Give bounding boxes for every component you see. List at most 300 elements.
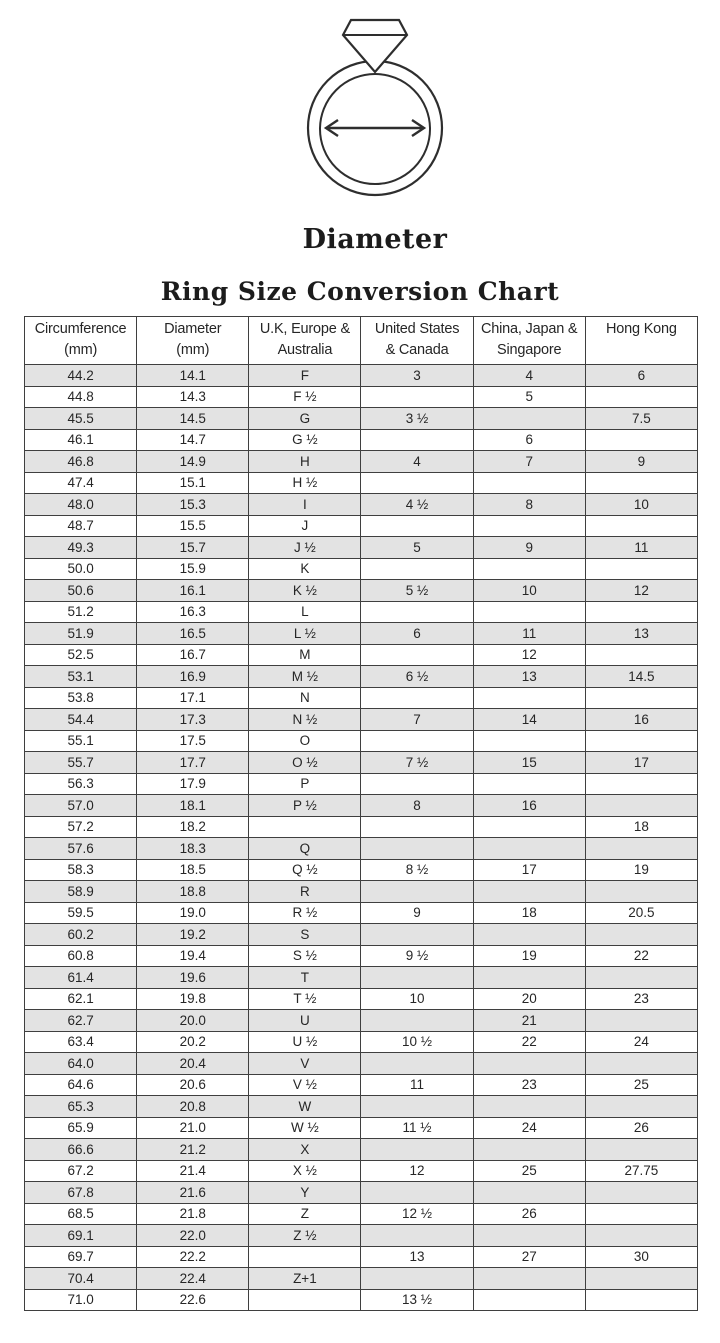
table-cell: R ½ bbox=[249, 902, 361, 924]
table-cell: 5 bbox=[361, 537, 473, 559]
table-header bbox=[25, 317, 698, 365]
table-cell: 52.5 bbox=[25, 644, 137, 666]
table-cell: 26 bbox=[585, 1117, 697, 1139]
table-row bbox=[25, 666, 698, 688]
table-cell bbox=[361, 1096, 473, 1118]
diameter-label: Diameter bbox=[302, 224, 448, 255]
column-header: Diameter (mm) bbox=[137, 317, 249, 365]
table-cell bbox=[473, 1139, 585, 1161]
table-cell: 14.7 bbox=[137, 429, 249, 451]
table-cell: M bbox=[249, 644, 361, 666]
table-cell bbox=[249, 816, 361, 838]
table-cell: G bbox=[249, 408, 361, 430]
table-cell: 27.75 bbox=[585, 1160, 697, 1182]
table-cell: L bbox=[249, 601, 361, 623]
table-cell: W bbox=[249, 1096, 361, 1118]
table-row bbox=[25, 988, 698, 1010]
table-cell: 18.3 bbox=[137, 838, 249, 860]
table-cell: 14.3 bbox=[137, 386, 249, 408]
table-cell: 13 bbox=[473, 666, 585, 688]
table-row bbox=[25, 601, 698, 623]
table-cell: 69.7 bbox=[25, 1246, 137, 1268]
table-cell bbox=[585, 773, 697, 795]
table-cell: 48.0 bbox=[25, 494, 137, 516]
table-row bbox=[25, 1010, 698, 1032]
ring-diameter-diagram-icon bbox=[270, 14, 480, 210]
table-cell: 14.5 bbox=[137, 408, 249, 430]
table-cell: F bbox=[249, 365, 361, 387]
table-cell: 10 ½ bbox=[361, 1031, 473, 1053]
table-cell: 18 bbox=[473, 902, 585, 924]
table-cell bbox=[585, 1139, 697, 1161]
table-cell bbox=[585, 558, 697, 580]
table-cell: 20.6 bbox=[137, 1074, 249, 1096]
table-cell: 69.1 bbox=[25, 1225, 137, 1247]
table-row bbox=[25, 494, 698, 516]
table-cell bbox=[361, 967, 473, 989]
column-header: Circumference (mm) bbox=[25, 317, 137, 365]
table-cell: 16.5 bbox=[137, 623, 249, 645]
column-header: Hong Kong bbox=[585, 317, 697, 365]
table-cell: 8 bbox=[473, 494, 585, 516]
table-cell: U bbox=[249, 1010, 361, 1032]
table-cell: 59.5 bbox=[25, 902, 137, 924]
table-cell: 11 bbox=[361, 1074, 473, 1096]
table-row bbox=[25, 687, 698, 709]
table-cell: 19.6 bbox=[137, 967, 249, 989]
table-cell bbox=[473, 924, 585, 946]
table-cell: F ½ bbox=[249, 386, 361, 408]
table-cell bbox=[585, 1182, 697, 1204]
table-cell bbox=[473, 838, 585, 860]
table-cell: 20.2 bbox=[137, 1031, 249, 1053]
table-cell bbox=[585, 687, 697, 709]
table-cell: 26 bbox=[473, 1203, 585, 1225]
table-cell: 46.1 bbox=[25, 429, 137, 451]
table-row bbox=[25, 365, 698, 387]
table-cell: 16.3 bbox=[137, 601, 249, 623]
table-row bbox=[25, 1117, 698, 1139]
table-cell: J bbox=[249, 515, 361, 537]
table-row bbox=[25, 795, 698, 817]
table-cell bbox=[585, 472, 697, 494]
table-cell: 23 bbox=[585, 988, 697, 1010]
table-cell: 17.3 bbox=[137, 709, 249, 731]
table-cell bbox=[585, 967, 697, 989]
table-cell: Q ½ bbox=[249, 859, 361, 881]
table-cell: 21 bbox=[473, 1010, 585, 1032]
table-cell: 6 bbox=[473, 429, 585, 451]
table-cell: 12 bbox=[473, 644, 585, 666]
table-row bbox=[25, 752, 698, 774]
table-cell: 54.4 bbox=[25, 709, 137, 731]
table-cell bbox=[585, 730, 697, 752]
table-cell bbox=[473, 687, 585, 709]
table-cell: O ½ bbox=[249, 752, 361, 774]
table-cell: 58.3 bbox=[25, 859, 137, 881]
table-cell bbox=[361, 472, 473, 494]
table-row bbox=[25, 838, 698, 860]
table-cell bbox=[361, 1010, 473, 1032]
table-cell: 23 bbox=[473, 1074, 585, 1096]
table-cell: H ½ bbox=[249, 472, 361, 494]
table-cell: 64.6 bbox=[25, 1074, 137, 1096]
table-cell: 20.5 bbox=[585, 902, 697, 924]
table-cell bbox=[361, 386, 473, 408]
table-cell: 17 bbox=[473, 859, 585, 881]
table-cell bbox=[361, 1225, 473, 1247]
table-cell: 9 ½ bbox=[361, 945, 473, 967]
table-cell: 51.9 bbox=[25, 623, 137, 645]
table-row bbox=[25, 1225, 698, 1247]
table-cell: 9 bbox=[585, 451, 697, 473]
table-cell: 10 bbox=[361, 988, 473, 1010]
table-cell: 57.6 bbox=[25, 838, 137, 860]
header-row bbox=[25, 317, 698, 365]
table-cell: 56.3 bbox=[25, 773, 137, 795]
table-cell: 13 bbox=[361, 1246, 473, 1268]
table-row bbox=[25, 1053, 698, 1075]
table-cell: 18.5 bbox=[137, 859, 249, 881]
table-cell bbox=[585, 1203, 697, 1225]
table-cell: 22.4 bbox=[137, 1268, 249, 1290]
table-row bbox=[25, 1031, 698, 1053]
table-cell: V bbox=[249, 1053, 361, 1075]
table-cell: 20.8 bbox=[137, 1096, 249, 1118]
table-cell: 6 bbox=[361, 623, 473, 645]
table-cell: 14.5 bbox=[585, 666, 697, 688]
table-row bbox=[25, 1289, 698, 1311]
table-cell: 68.5 bbox=[25, 1203, 137, 1225]
table-cell bbox=[361, 816, 473, 838]
table-cell: 9 bbox=[473, 537, 585, 559]
table-cell bbox=[473, 1096, 585, 1118]
table-cell: 4 bbox=[473, 365, 585, 387]
table-row bbox=[25, 515, 698, 537]
table-cell: V ½ bbox=[249, 1074, 361, 1096]
column-header: U.K, Europe & Australia bbox=[249, 317, 361, 365]
table-cell: H bbox=[249, 451, 361, 473]
table-cell: 4 bbox=[361, 451, 473, 473]
table-cell: 12 bbox=[585, 580, 697, 602]
column-header: United States & Canada bbox=[361, 317, 473, 365]
table-cell: 55.7 bbox=[25, 752, 137, 774]
table-cell bbox=[473, 1182, 585, 1204]
table-cell: 15 bbox=[473, 752, 585, 774]
table-row bbox=[25, 816, 698, 838]
table-cell bbox=[585, 1010, 697, 1032]
table-cell: 19 bbox=[473, 945, 585, 967]
table-cell: 16 bbox=[473, 795, 585, 817]
table-cell: 5 bbox=[473, 386, 585, 408]
table-cell bbox=[249, 1246, 361, 1268]
table-row bbox=[25, 558, 698, 580]
table-cell: L ½ bbox=[249, 623, 361, 645]
table-cell: 44.8 bbox=[25, 386, 137, 408]
table-cell bbox=[585, 429, 697, 451]
table-cell: 6 ½ bbox=[361, 666, 473, 688]
table-cell: 14.9 bbox=[137, 451, 249, 473]
table-cell: 47.4 bbox=[25, 472, 137, 494]
table-cell: 20.4 bbox=[137, 1053, 249, 1075]
table-cell: 65.3 bbox=[25, 1096, 137, 1118]
table-cell: 67.8 bbox=[25, 1182, 137, 1204]
table-cell: 20.0 bbox=[137, 1010, 249, 1032]
table-row bbox=[25, 967, 698, 989]
table-row bbox=[25, 472, 698, 494]
table-cell bbox=[361, 515, 473, 537]
table-cell: 62.1 bbox=[25, 988, 137, 1010]
table-cell: 16.9 bbox=[137, 666, 249, 688]
table-cell bbox=[585, 1268, 697, 1290]
table-cell: 16 bbox=[585, 709, 697, 731]
table-cell: S bbox=[249, 924, 361, 946]
table-cell: W ½ bbox=[249, 1117, 361, 1139]
table-cell: 15.1 bbox=[137, 472, 249, 494]
table-cell: 21.0 bbox=[137, 1117, 249, 1139]
table-cell: 60.8 bbox=[25, 945, 137, 967]
table-cell: 63.4 bbox=[25, 1031, 137, 1053]
table-cell: 18 bbox=[585, 816, 697, 838]
table-cell: 6 bbox=[585, 365, 697, 387]
table-cell: 15.7 bbox=[137, 537, 249, 559]
table-cell: J ½ bbox=[249, 537, 361, 559]
table-row bbox=[25, 924, 698, 946]
table-cell bbox=[585, 601, 697, 623]
table-cell: 53.8 bbox=[25, 687, 137, 709]
table-cell: 25 bbox=[473, 1160, 585, 1182]
table-cell bbox=[585, 1053, 697, 1075]
table-cell: 7 ½ bbox=[361, 752, 473, 774]
table-row bbox=[25, 859, 698, 881]
table-cell: 70.4 bbox=[25, 1268, 137, 1290]
table-row bbox=[25, 408, 698, 430]
table-cell: 55.1 bbox=[25, 730, 137, 752]
table-cell: 9 bbox=[361, 902, 473, 924]
table-cell: 3 bbox=[361, 365, 473, 387]
table-cell: 17 bbox=[585, 752, 697, 774]
table-cell bbox=[361, 773, 473, 795]
table-cell bbox=[473, 1053, 585, 1075]
table-cell: 16.7 bbox=[137, 644, 249, 666]
table-row bbox=[25, 1139, 698, 1161]
table-cell: 19.8 bbox=[137, 988, 249, 1010]
table-cell: 22.6 bbox=[137, 1289, 249, 1311]
table-cell: 50.6 bbox=[25, 580, 137, 602]
table-cell: 10 bbox=[473, 580, 585, 602]
table-row bbox=[25, 1203, 698, 1225]
table-cell: 21.6 bbox=[137, 1182, 249, 1204]
table-cell: 46.8 bbox=[25, 451, 137, 473]
table-cell: 19 bbox=[585, 859, 697, 881]
table-cell bbox=[361, 1053, 473, 1075]
table-cell: 44.2 bbox=[25, 365, 137, 387]
table-cell: 19.4 bbox=[137, 945, 249, 967]
table-cell: 71.0 bbox=[25, 1289, 137, 1311]
table-body bbox=[25, 365, 698, 1311]
table-cell: 7 bbox=[473, 451, 585, 473]
table-row bbox=[25, 773, 698, 795]
table-cell: 22.0 bbox=[137, 1225, 249, 1247]
table-cell: 19.0 bbox=[137, 902, 249, 924]
table-cell bbox=[473, 558, 585, 580]
table-row bbox=[25, 730, 698, 752]
table-cell: Z ½ bbox=[249, 1225, 361, 1247]
table-cell: P ½ bbox=[249, 795, 361, 817]
table-cell: U ½ bbox=[249, 1031, 361, 1053]
table-cell: 17.9 bbox=[137, 773, 249, 795]
table-cell: 15.5 bbox=[137, 515, 249, 537]
table-cell bbox=[473, 1268, 585, 1290]
table-cell bbox=[361, 730, 473, 752]
table-cell: 8 ½ bbox=[361, 859, 473, 881]
table-cell bbox=[585, 924, 697, 946]
table-cell: S ½ bbox=[249, 945, 361, 967]
page-title: Ring Size Conversion Chart bbox=[160, 277, 560, 306]
table-cell: P bbox=[249, 773, 361, 795]
table-cell: 61.4 bbox=[25, 967, 137, 989]
table-cell: 18.1 bbox=[137, 795, 249, 817]
table-cell bbox=[585, 795, 697, 817]
table-cell: 62.7 bbox=[25, 1010, 137, 1032]
table-cell: 16.1 bbox=[137, 580, 249, 602]
table-row bbox=[25, 902, 698, 924]
table-cell: 24 bbox=[585, 1031, 697, 1053]
table-cell: 3 ½ bbox=[361, 408, 473, 430]
table-cell: 20 bbox=[473, 988, 585, 1010]
table-cell: 4 ½ bbox=[361, 494, 473, 516]
table-row bbox=[25, 1182, 698, 1204]
table-cell bbox=[473, 1289, 585, 1311]
table-cell: 5 ½ bbox=[361, 580, 473, 602]
table-cell: 57.2 bbox=[25, 816, 137, 838]
table-cell: O bbox=[249, 730, 361, 752]
table-cell: 57.0 bbox=[25, 795, 137, 817]
table-cell: 7 bbox=[361, 709, 473, 731]
table-cell: G ½ bbox=[249, 429, 361, 451]
table-cell: 50.0 bbox=[25, 558, 137, 580]
table-row bbox=[25, 429, 698, 451]
table-cell: M ½ bbox=[249, 666, 361, 688]
table-cell: 7.5 bbox=[585, 408, 697, 430]
table-row bbox=[25, 386, 698, 408]
table-cell: 18.8 bbox=[137, 881, 249, 903]
table-cell: 21.4 bbox=[137, 1160, 249, 1182]
table-cell: 30 bbox=[585, 1246, 697, 1268]
table-cell: 65.9 bbox=[25, 1117, 137, 1139]
table-cell: 12 ½ bbox=[361, 1203, 473, 1225]
table-cell bbox=[361, 644, 473, 666]
table-cell: 48.7 bbox=[25, 515, 137, 537]
table-row bbox=[25, 1096, 698, 1118]
table-cell: T bbox=[249, 967, 361, 989]
table-cell bbox=[473, 408, 585, 430]
table-cell: 58.9 bbox=[25, 881, 137, 903]
ring-size-chart-page bbox=[0, 14, 720, 1311]
table-cell: X ½ bbox=[249, 1160, 361, 1182]
table-cell bbox=[473, 1225, 585, 1247]
table-cell: I bbox=[249, 494, 361, 516]
table-cell: 11 bbox=[473, 623, 585, 645]
table-cell bbox=[585, 838, 697, 860]
table-cell: R bbox=[249, 881, 361, 903]
table-cell: 53.1 bbox=[25, 666, 137, 688]
table-cell: 25 bbox=[585, 1074, 697, 1096]
table-row bbox=[25, 945, 698, 967]
table-cell: 21.8 bbox=[137, 1203, 249, 1225]
table-cell: T ½ bbox=[249, 988, 361, 1010]
table-cell: 13 ½ bbox=[361, 1289, 473, 1311]
table-cell: 17.1 bbox=[137, 687, 249, 709]
column-header: China, Japan & Singapore bbox=[473, 317, 585, 365]
table-cell: 11 bbox=[585, 537, 697, 559]
table-row bbox=[25, 451, 698, 473]
table-cell: 17.7 bbox=[137, 752, 249, 774]
table-cell bbox=[473, 816, 585, 838]
table-cell: Y bbox=[249, 1182, 361, 1204]
table-cell: Z bbox=[249, 1203, 361, 1225]
table-cell: 22 bbox=[585, 945, 697, 967]
table-cell: 12 bbox=[361, 1160, 473, 1182]
table-cell: 22.2 bbox=[137, 1246, 249, 1268]
table-cell bbox=[473, 472, 585, 494]
table-cell bbox=[361, 1182, 473, 1204]
table-cell: 66.6 bbox=[25, 1139, 137, 1161]
table-cell: 22 bbox=[473, 1031, 585, 1053]
table-cell bbox=[361, 601, 473, 623]
table-cell bbox=[361, 1139, 473, 1161]
table-cell: N ½ bbox=[249, 709, 361, 731]
table-cell: 10 bbox=[585, 494, 697, 516]
table-cell bbox=[585, 881, 697, 903]
table-cell: 18.2 bbox=[137, 816, 249, 838]
table-cell bbox=[585, 644, 697, 666]
table-cell: 17.5 bbox=[137, 730, 249, 752]
table-cell: Z+1 bbox=[249, 1268, 361, 1290]
table-row bbox=[25, 537, 698, 559]
table-cell bbox=[473, 601, 585, 623]
table-row bbox=[25, 881, 698, 903]
table-cell: 21.2 bbox=[137, 1139, 249, 1161]
table-cell: 64.0 bbox=[25, 1053, 137, 1075]
table-cell bbox=[361, 1268, 473, 1290]
table-cell: 19.2 bbox=[137, 924, 249, 946]
table-cell bbox=[585, 1096, 697, 1118]
table-cell bbox=[585, 386, 697, 408]
table-row bbox=[25, 1160, 698, 1182]
table-row bbox=[25, 623, 698, 645]
table-cell: 27 bbox=[473, 1246, 585, 1268]
table-cell: 14.1 bbox=[137, 365, 249, 387]
table-row bbox=[25, 1268, 698, 1290]
table-cell bbox=[361, 924, 473, 946]
table-cell bbox=[361, 881, 473, 903]
table-cell: 45.5 bbox=[25, 408, 137, 430]
table-cell: 8 bbox=[361, 795, 473, 817]
table-cell: 67.2 bbox=[25, 1160, 137, 1182]
table-cell bbox=[473, 515, 585, 537]
table-cell: N bbox=[249, 687, 361, 709]
ring-size-conversion-table bbox=[24, 316, 698, 1311]
table-cell bbox=[361, 558, 473, 580]
table-cell: 13 bbox=[585, 623, 697, 645]
table-cell: 14 bbox=[473, 709, 585, 731]
table-cell: K ½ bbox=[249, 580, 361, 602]
table-row bbox=[25, 644, 698, 666]
table-cell bbox=[585, 1289, 697, 1311]
table-row bbox=[25, 1246, 698, 1268]
table-cell: 51.2 bbox=[25, 601, 137, 623]
